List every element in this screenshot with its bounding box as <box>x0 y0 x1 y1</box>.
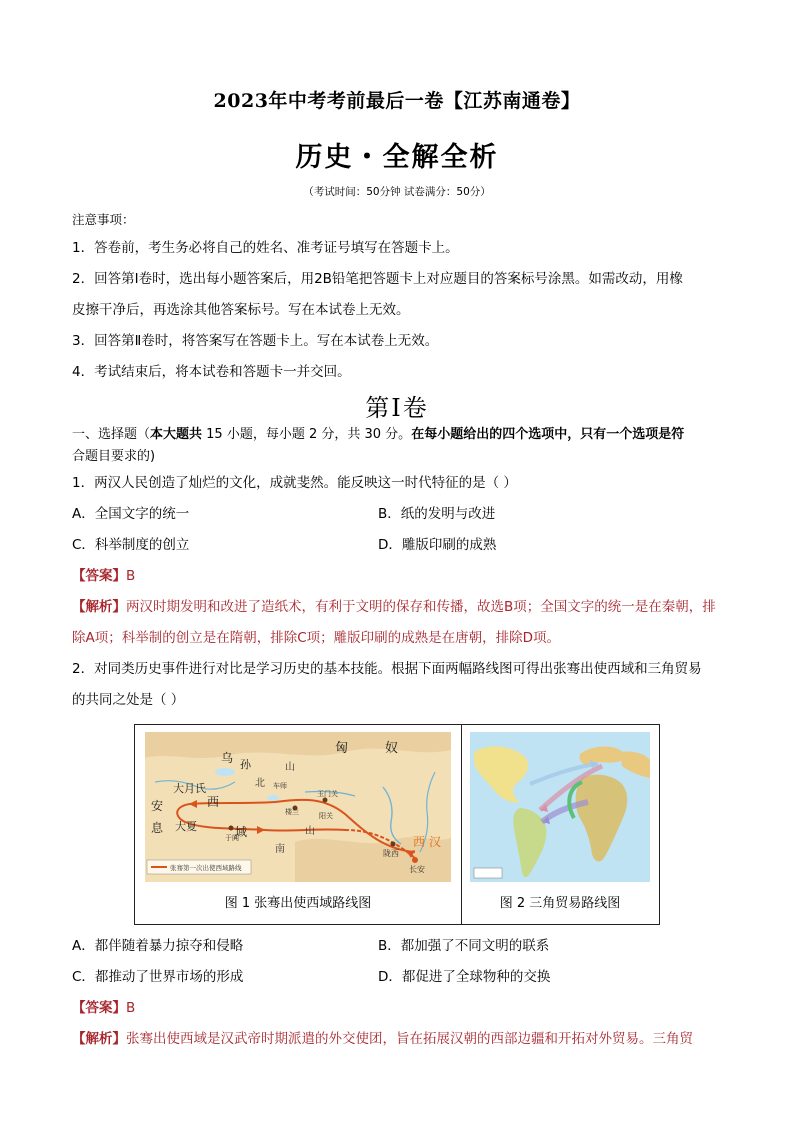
q1-analysis: 【解析】两汉时期发明和改进了造纸术，有利于文明的保存和传播，故选B项；全国文字的统一是在秦朝，排除A项；科举制的创立是在隋朝，排除C项；雕版印刷的成熟是在唐朝，排除D项。 <box>72 599 716 646</box>
figure-1 <box>135 725 462 924</box>
map-label: 大月氏 <box>173 782 206 795</box>
exam-subtitle: 历史・全解全析 <box>295 142 499 173</box>
map-label: 南 <box>275 844 285 855</box>
q2-stem: 2．对同类历史事件进行对比是学习历史的基本技能。根据下面两幅路线图可得出张骞出使西域和三角贸易 <box>72 661 702 677</box>
q1-options <box>72 499 722 561</box>
map-label: 汉 <box>429 835 442 849</box>
q1-stem: 1．两汉人民创造了灿烂的文化，成就斐然。能反映这一时代特征的是（ ） <box>72 475 517 491</box>
notes-heading: 注意事项： <box>72 212 135 227</box>
triangle-trade-map <box>470 732 650 882</box>
map-label: 陇西 <box>383 849 399 858</box>
q1-option-d: D．雕版印刷的成熟 <box>378 537 497 553</box>
map-label: 阳关 <box>319 812 333 820</box>
q2-analysis: 【解析】张骞出使西域是汉武帝时期派遣的外交使团，旨在拓展汉朝的西部边疆和开拓对外贸易。三角贸 <box>72 1031 693 1047</box>
exam-info: （考试时间：50分钟 试卷满分：50分） <box>303 186 491 198</box>
figure-1-caption: 图 1 张骞出使西域路线图 <box>224 896 372 911</box>
map-label: 长安 <box>409 865 425 874</box>
note-item: 2．回答第Ⅰ卷时，选出每小题答案后，用2B铅笔把答题卡上对应题目的答案标号涂黑。如需改动，用橡 <box>72 271 683 287</box>
exam-page <box>72 80 722 1055</box>
map-label: 西 <box>413 835 426 849</box>
zhangqian-route-map <box>145 732 451 882</box>
figure-2 <box>462 725 658 924</box>
q1-option-a: A．全国文字的统一 <box>72 506 190 522</box>
q2-option-c: C．都推动了世界市场的形成 <box>72 969 244 985</box>
note-item: 1．答卷前，考生务必将自己的姓名、准考证号填写在答题卡上。 <box>72 240 459 256</box>
q2-option-d: D．都促进了全球物种的交换 <box>378 969 551 985</box>
q2-answer: 【答案】B <box>72 1000 136 1016</box>
map-label: 孙 <box>240 758 251 771</box>
note-item: 3．回答第Ⅱ卷时，将答案写在答题卡上。写在本试卷上无效。 <box>72 333 439 349</box>
map-label: 乌 <box>221 751 234 765</box>
q1-option-c: C．科举制度的创立 <box>72 537 190 553</box>
map-label: 山 <box>285 762 295 773</box>
q2-figures <box>134 724 660 925</box>
figure-2-caption: 图 2 三角贸易路线图 <box>499 896 621 911</box>
map-label: 山 <box>305 826 315 837</box>
map-label: 大夏 <box>175 820 197 833</box>
map-label: 西 <box>207 795 220 809</box>
map-label: 于阗 <box>225 834 239 842</box>
map-label: 域 <box>235 825 248 839</box>
note-item: 4．考试结束后，将本试卷和答题卡一并交回。 <box>72 364 351 380</box>
map-label: 车师 <box>273 782 287 790</box>
exam-title: 2023年中考考前最后一卷【江苏南通卷】 <box>213 90 581 112</box>
note-item: 皮擦干净后，再选涂其他答案标号。写在本试卷上无效。 <box>72 302 410 318</box>
map-label: 楼兰 <box>285 808 299 816</box>
section-intro-line2: 合题目要求的) <box>72 449 156 464</box>
section-title: 第Ⅰ卷 <box>365 394 429 422</box>
section-intro: 一、选择题（本大题共 15 小题，每小题 2 分，共 30 分。在每小题给出的四个选项中，只有一个选项是符 <box>72 427 685 442</box>
map-label: 息 <box>151 821 164 835</box>
q2-stem-line2: 的共同之处是（ ） <box>72 692 185 708</box>
q2-option-a: A．都伴随着暴力掠夺和侵略 <box>72 938 244 954</box>
q2-options <box>72 931 722 993</box>
q1-option-b: B．纸的发明与改进 <box>378 506 496 522</box>
map-label: 奴 <box>385 741 399 756</box>
map-label: 安 <box>151 799 164 813</box>
q1-answer: 【答案】B <box>72 568 136 584</box>
map-label: 北 <box>255 778 265 789</box>
map-label: 玉门关 <box>317 790 338 798</box>
map-legend: 张骞第一次出使西域路线 <box>170 864 242 872</box>
q2-option-b: B．都加强了不同文明的联系 <box>378 938 550 954</box>
map-label: 匈 <box>335 741 349 756</box>
